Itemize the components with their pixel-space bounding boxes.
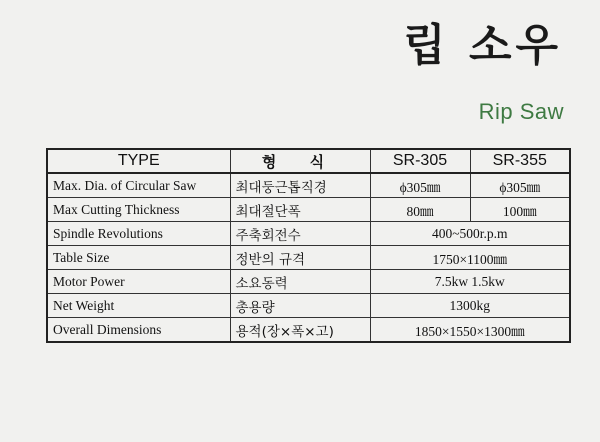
row-item-label: Spindle Revolutions (47, 222, 230, 246)
row-value-shared: 1750×1100㎜ (370, 246, 570, 270)
page-title-english: Rip Saw (478, 99, 564, 124)
row-item-label: Max. Dia. of Circular Saw (47, 173, 230, 198)
table-row (47, 294, 570, 318)
table-row (47, 222, 570, 246)
spec-table (46, 148, 571, 343)
row-value-sr355: 100㎜ (470, 198, 570, 222)
row-value-shared: 400~500r.p.m (370, 222, 570, 246)
page-title-korean: 립 소우 (403, 20, 562, 71)
row-value-sr355: ϕ305㎜ (470, 173, 570, 198)
row-korean-label: 소요동력 (230, 270, 370, 294)
row-item-label: Max Cutting Thickness (47, 198, 230, 222)
table-row (47, 270, 570, 294)
row-korean-label: 최대둥근톱직경 (230, 173, 370, 198)
row-item-label: Net Weight (47, 294, 230, 318)
header-korean-type: 형 식 (230, 149, 370, 173)
row-item-label: Table Size (47, 246, 230, 270)
table-row (47, 173, 570, 198)
table-row (47, 246, 570, 270)
row-value-shared: 1850×1550×1300㎜ (370, 318, 570, 343)
table-header-row (47, 149, 570, 173)
table-row (47, 318, 570, 343)
row-item-label: Overall Dimensions (47, 318, 230, 343)
row-value-shared: 7.5kw 1.5kw (370, 270, 570, 294)
row-korean-label: 주축회전수 (230, 222, 370, 246)
row-item-label: Motor Power (47, 270, 230, 294)
row-value-shared: 1300kg (370, 294, 570, 318)
row-value-sr305: ϕ305㎜ (370, 173, 470, 198)
header-model-sr305: SR-305 (370, 149, 470, 173)
row-korean-label: 정반의 규격 (230, 246, 370, 270)
row-value-sr305: 80㎜ (370, 198, 470, 222)
row-korean-label: 최대절단폭 (230, 198, 370, 222)
table-row (47, 198, 570, 222)
row-korean-label: 용적(장×폭×고) (230, 318, 370, 343)
row-korean-label: 총용량 (230, 294, 370, 318)
header-model-sr355: SR-355 (470, 149, 570, 173)
header-type: TYPE (47, 149, 230, 173)
